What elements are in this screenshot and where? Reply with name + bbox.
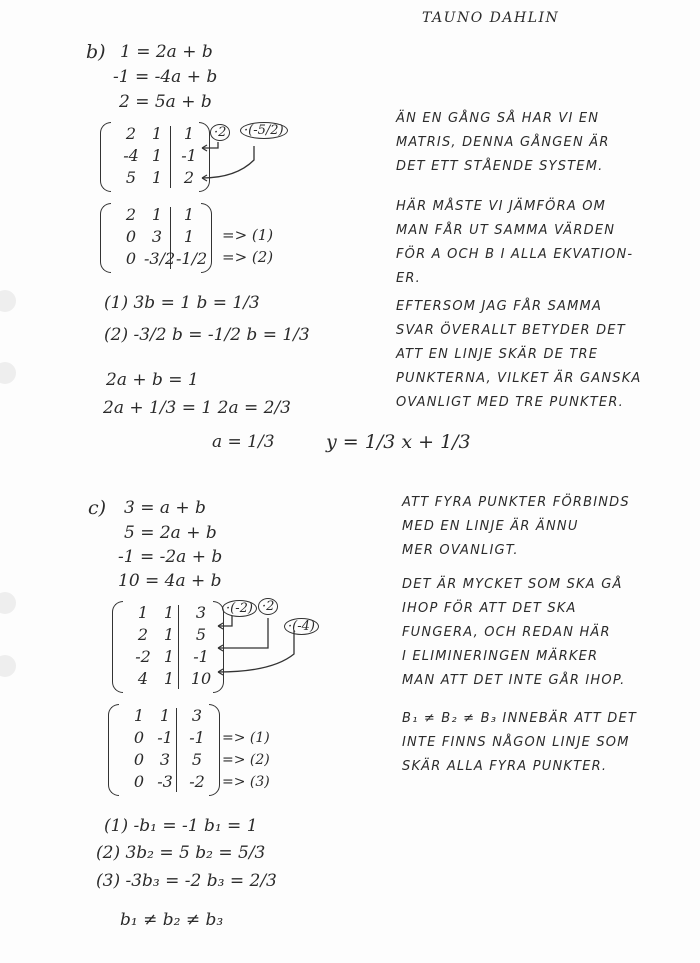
matrix-cell: 2: [183, 168, 195, 187]
explanation-text: HÄR MÅSTE VI JÄMFÖRA OM: [396, 199, 607, 214]
row-operation: ·(-2): [222, 600, 257, 617]
matrix-cell: -1: [157, 728, 173, 747]
solution-step: (1) -b₁ = -1 b₁ = 1: [104, 816, 258, 836]
explanation-text: MATRIS, DENNA GÅNGEN ÄR: [396, 135, 610, 150]
matrix-cell: -4: [123, 146, 139, 165]
conclusion: b₁ ≠ b₂ ≠ b₃: [120, 910, 224, 930]
explanation-text: IHOP FÖR ATT DET SKA: [402, 601, 577, 616]
matrix-cell: 2: [125, 124, 137, 143]
matrix-cell: 1: [151, 124, 163, 143]
explanation-text: DET ETT STÅENDE SYSTEM.: [396, 159, 604, 174]
equation-reference: => (1): [222, 226, 274, 244]
equation: 1 = 2a + b: [120, 42, 213, 62]
augmented-matrix: [100, 122, 210, 192]
row-operation: ·2: [210, 124, 230, 141]
equation-reference: => (1): [222, 730, 270, 746]
matrix-cell: 3: [159, 750, 171, 769]
explanation-text: FÖR A OCH B I ALLA EKVATION-: [396, 247, 634, 262]
row-operation: ·2: [258, 598, 278, 615]
matrix-cell: 1: [163, 603, 175, 622]
matrix-cell: 1: [183, 124, 195, 143]
explanation-text: I ELIMINERINGEN MÄRKER: [402, 649, 599, 664]
explanation-text: ATT EN LINJE SKÄR DE TRE: [396, 347, 599, 362]
equation-reference: => (2): [222, 248, 274, 266]
matrix-cell: 0: [125, 227, 137, 246]
matrix-cell: -2: [189, 772, 205, 791]
matrix-cell: 0: [133, 728, 145, 747]
author-name: TAUNO DAHLIN: [422, 10, 560, 26]
matrix-cell: 4: [137, 669, 149, 688]
matrix-cell: 5: [191, 750, 203, 769]
explanation-text: SKÄR ALLA FYRA PUNKTER.: [402, 759, 608, 774]
explanation-text: DET ÄR MYCKET SOM SKA GÅ: [402, 577, 623, 592]
substitution-step: 2a + 1/3 = 1 2a = 2/3: [103, 398, 291, 418]
solution-step: (3) -3b₃ = -2 b₃ = 2/3: [96, 871, 277, 891]
equation: -1 = -2a + b: [118, 547, 223, 567]
punch-hole: [0, 362, 16, 384]
explanation-text: MAN FÅR UT SAMMA VÄRDEN: [396, 223, 616, 238]
matrix-cell: -1: [189, 728, 205, 747]
matrix-cell: 3: [151, 227, 163, 246]
solution-step: (2) 3b₂ = 5 b₂ = 5/3: [96, 843, 266, 863]
row-operation: ·(-5/2): [240, 122, 288, 139]
part-b-label: b): [86, 41, 106, 63]
operation-arrows: [212, 614, 312, 684]
matrix-cell: 1: [151, 205, 163, 224]
equation: 5 = 2a + b: [124, 523, 217, 543]
equation: 2 = 5a + b: [119, 92, 212, 112]
matrix-cell: -1: [181, 146, 197, 165]
explanation-text: ER.: [396, 271, 421, 286]
matrix-cell: 0: [125, 249, 137, 268]
equation-reference: => (3): [222, 774, 270, 790]
matrix-cell: 1: [151, 168, 163, 187]
matrix-cell: 10: [190, 669, 212, 688]
explanation-text: OVANLIGT MED TRE PUNKTER.: [396, 395, 624, 410]
explanation-text: B₁ ≠ B₂ ≠ B₃ INNEBÄR ATT DET: [402, 711, 638, 726]
explanation-text: SVAR ÖVERALLT BETYDER DET: [396, 323, 626, 338]
explanation-text: PUNKTERNA, VILKET ÄR GANSKA: [396, 371, 642, 386]
equation: 3 = a + b: [124, 498, 206, 518]
punch-hole: [0, 655, 16, 677]
explanation-text: MAN ATT DET INTE GÅR IHOP.: [402, 673, 626, 688]
matrix-cell: 1: [137, 603, 149, 622]
matrix-cell: 0: [133, 750, 145, 769]
explanation-text: INTE FINNS NÅGON LINJE SOM: [402, 735, 630, 750]
matrix-cell: 1: [163, 647, 175, 666]
substitution-step: 2a + b = 1: [106, 370, 199, 390]
punch-hole: [0, 290, 16, 312]
reduced-matrix: [108, 704, 220, 796]
matrix-cell: 1: [183, 227, 195, 246]
matrix-cell: -1: [193, 647, 209, 666]
matrix-cell: 1: [133, 706, 145, 725]
explanation-text: ÄN EN GÅNG SÅ HAR VI EN: [396, 111, 600, 126]
operation-arrows: [196, 138, 276, 188]
explanation-text: EFTERSOM JAG FÅR SAMMA: [396, 299, 603, 314]
matrix-cell: 3: [195, 603, 207, 622]
matrix-cell: 1: [163, 669, 175, 688]
matrix-cell: 1: [183, 205, 195, 224]
matrix-cell: -2: [135, 647, 151, 666]
part-c-label: c): [88, 497, 107, 519]
matrix-cell: 1: [159, 706, 171, 725]
row-operation: ·(-4): [284, 618, 319, 635]
explanation-text: MER OVANLIGT.: [402, 543, 519, 558]
augmented-matrix: [112, 601, 224, 693]
matrix-cell: 2: [137, 625, 149, 644]
matrix-cell: 1: [151, 146, 163, 165]
matrix-cell: -3/2: [144, 249, 176, 268]
matrix-cell: 5: [195, 625, 207, 644]
equation: -1 = -4a + b: [113, 67, 218, 87]
substitution-step: a = 1/3: [212, 432, 275, 452]
matrix-cell: 0: [133, 772, 145, 791]
matrix-cell: 1: [163, 625, 175, 644]
explanation-text: FUNGERA, OCH REDAN HÄR: [402, 625, 611, 640]
line-equation-result: y = 1/3 x + 1/3: [326, 431, 471, 453]
equation-reference: => (2): [222, 752, 270, 768]
punch-hole: [0, 592, 16, 614]
equation: 10 = 4a + b: [118, 571, 222, 591]
matrix-cell: 3: [191, 706, 203, 725]
solution-step: (1) 3b = 1 b = 1/3: [104, 293, 260, 313]
reduced-matrix: [100, 203, 212, 273]
matrix-cell: -3: [157, 772, 173, 791]
solution-step: (2) -3/2 b = -1/2 b = 1/3: [104, 325, 310, 345]
explanation-text: MED EN LINJE ÄR ÄNNU: [402, 519, 579, 534]
matrix-cell: 5: [125, 168, 137, 187]
matrix-cell: 2: [125, 205, 137, 224]
matrix-cell: -1/2: [176, 249, 208, 268]
explanation-text: ATT FYRA PUNKTER FÖRBINDS: [402, 495, 630, 510]
